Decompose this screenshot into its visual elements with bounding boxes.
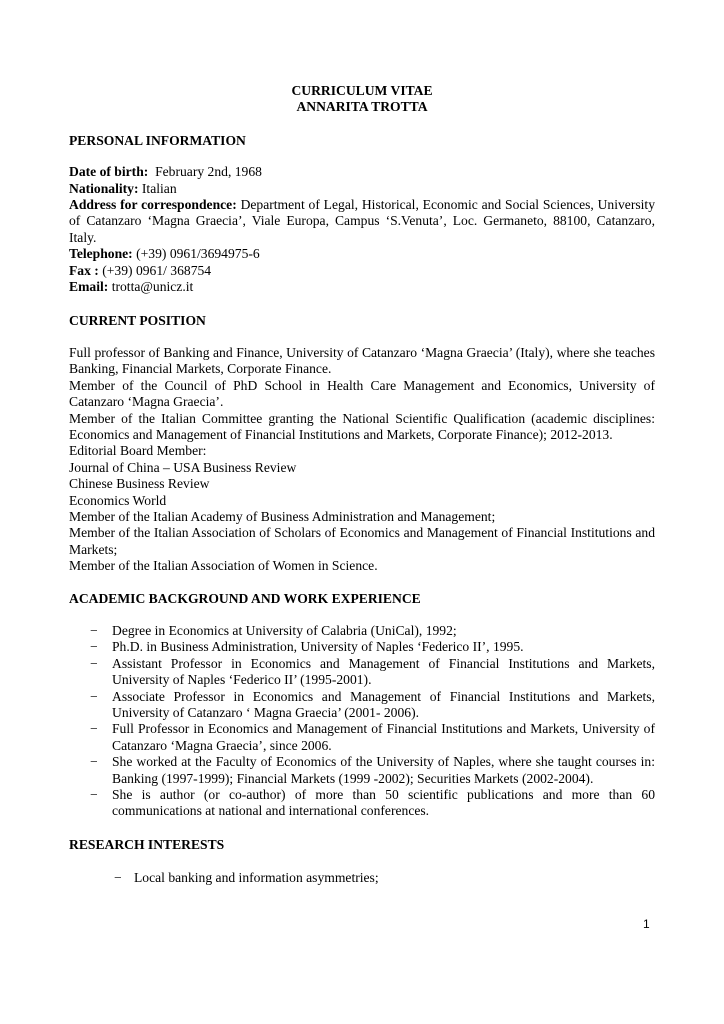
- cv-page: [69, 83, 655, 887]
- position-line: Journal of China – USA Business Review: [69, 459, 297, 475]
- nationality-row: [69, 181, 655, 197]
- dash-bullet: −: [90, 787, 98, 803]
- telephone-value: (+39) 0961/3694975-6: [136, 246, 260, 262]
- list-item: − Degree in Economics at University of Calabria (UniCal), 1992;: [90, 622, 457, 638]
- list-item: − Associate Professor in Economics and Management of Financial Institutions and Markets, University of Catanzaro ‘ Magna Graecia’ (2001- 2006).: [90, 688, 655, 720]
- list-item: − Assistant Professor in Economics and Management of Financial Institutions and Markets, University of Naples ‘Federico II’ (1995-2001).: [90, 655, 655, 688]
- current-position-block: [69, 345, 655, 575]
- list-item: − Ph.D. in Business Administration, University of Naples ‘Federico II’, 1995.: [90, 639, 524, 655]
- position-line: Member of the Italian Association of Women in Science.: [69, 558, 378, 574]
- list-item: − Local banking and information asymmetries;: [114, 870, 379, 886]
- position-line: Editorial Board Member:: [69, 443, 207, 459]
- list-item: − She is author (or co-author) of more than 50 scientific publications and more than 60 communications at national and international conferences.: [90, 787, 655, 819]
- personal-info-block: [69, 164, 655, 295]
- dash-bullet: −: [90, 721, 98, 737]
- address-label: Address for correspondence:: [69, 197, 237, 213]
- position-line: Full professor of Banking and Finance, University of Catanzaro ‘Magna Graecia’ (Italy), where she teaches Banking, Financial Markets, Corporate Finance.: [69, 344, 655, 377]
- page-number: 1: [643, 917, 650, 931]
- dash-bullet: −: [90, 639, 98, 655]
- dob-value: February 2nd, 1968: [155, 164, 262, 180]
- position-line: Member of the Italian Academy of Business Administration and Management;: [69, 508, 496, 524]
- research-list: [69, 870, 655, 886]
- section-heading-current-position: CURRENT POSITION: [69, 313, 206, 329]
- dob-label: Date of birth:: [69, 164, 149, 180]
- dash-bullet: −: [90, 655, 98, 671]
- list-item: − She worked at the Faculty of Economics of the University of Naples, where she taught courses in: Banking (1997-1999); Financial Markets (1999 -2002); Securities Markets (2002-2004).: [90, 754, 655, 786]
- position-line: Member of the Italian Association of Scholars of Economics and Management of Financial Institutions and Markets;: [69, 525, 655, 557]
- dash-bullet: −: [114, 870, 122, 886]
- telephone-label: Telephone:: [69, 246, 133, 262]
- fax-label: Fax :: [69, 262, 99, 278]
- academic-list: [69, 623, 655, 820]
- document-title: CURRICULUM VITAE: [291, 83, 433, 98]
- telephone-row: [69, 246, 655, 262]
- address-row: [69, 197, 655, 246]
- section-heading-academic: ACADEMIC BACKGROUND AND WORK EXPERIENCE: [69, 590, 421, 606]
- position-line: Member of the Council of PhD School in Health Care Management and Economics, University of Catanzaro ‘Magna Graecia’.: [69, 377, 655, 410]
- email-label: Email:: [69, 279, 109, 295]
- address-value: Department of Legal, Historical, Economic and Social Sciences, University of Catanzaro ‘Magna Graecia’, Viale Europa, Campus ‘S.Venuta’, Loc. Germaneto, 88100, Catanzaro, Italy.: [69, 197, 655, 245]
- person-name: ANNARITA TROTTA: [296, 99, 428, 115]
- position-line: Economics World: [69, 492, 167, 508]
- nationality-value: Italian: [141, 180, 177, 196]
- email-value[interactable]: trotta@unicz.it: [111, 279, 194, 295]
- position-line: Member of the Italian Committee granting the National Scientific Qualification (academic disciplines: Economics and Management of Financial Institutions and Markets, Corporate Finance); 2012-2013.: [69, 410, 655, 442]
- list-item: − Full Professor in Economics and Management of Financial Institutions and Markets, University of Catanzaro ‘Magna Graecia’, since 2006.: [90, 721, 655, 753]
- fax-row: [69, 263, 655, 279]
- section-heading-research: RESEARCH INTERESTS: [69, 836, 225, 852]
- section-heading-personal: PERSONAL INFORMATION: [69, 132, 246, 148]
- position-line: Chinese Business Review: [69, 476, 210, 492]
- fax-value: (+39) 0961/ 368754: [102, 262, 212, 278]
- dash-bullet: −: [90, 754, 98, 770]
- nationality-label: Nationality:: [69, 180, 139, 196]
- dob-row: [69, 164, 655, 180]
- dash-bullet: −: [90, 622, 98, 638]
- email-row: [69, 279, 655, 295]
- dash-bullet: −: [90, 688, 98, 704]
